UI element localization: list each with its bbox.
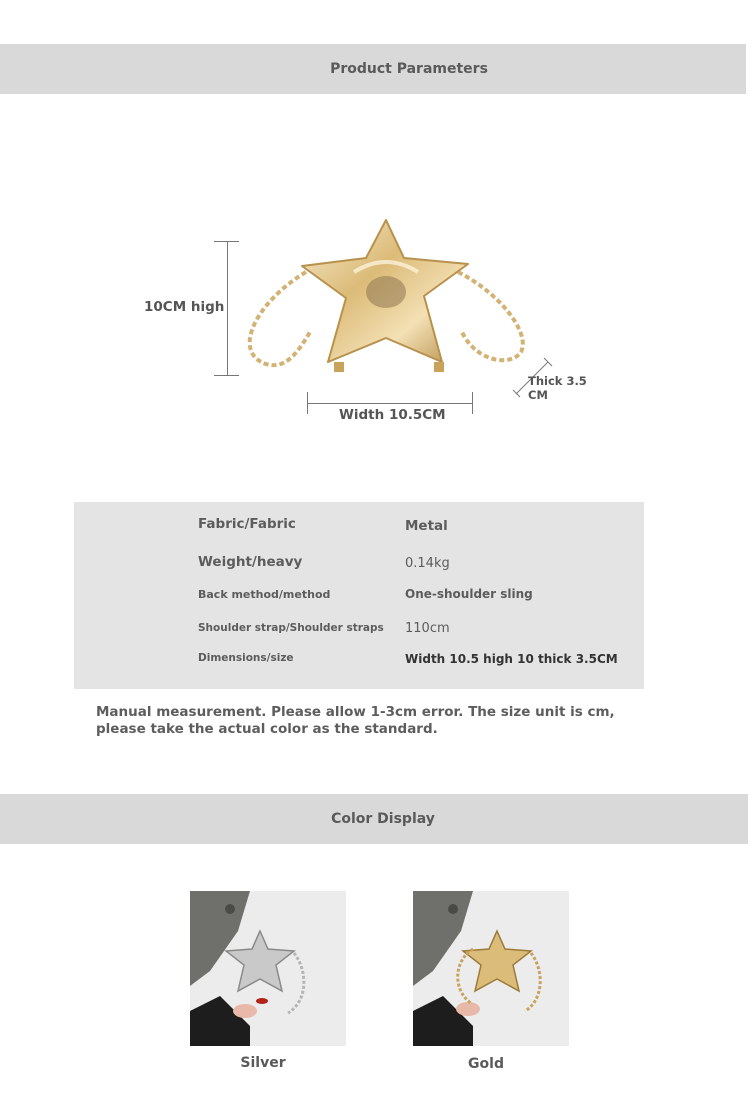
spec-value: One-shoulder sling [405, 587, 533, 601]
height-label: 10CM high [144, 299, 225, 315]
spec-key: Fabric/Fabric [198, 516, 296, 532]
width-label: Width 10.5CM [339, 407, 446, 423]
color-swatch-silver[interactable] [190, 891, 346, 1046]
spec-value: Width 10.5 high 10 thick 3.5CM [405, 652, 618, 666]
width-marker-right [472, 392, 473, 414]
thickness-label-line1: Thick 3.5 [528, 374, 587, 388]
section-title: Product Parameters [330, 61, 488, 77]
silver-bag-photo [190, 891, 346, 1046]
color-label-gold: Gold [468, 1056, 504, 1072]
thickness-label [528, 374, 587, 402]
spec-key: Weight/heavy [198, 554, 303, 570]
spec-value: 110cm [405, 621, 450, 636]
spec-table [74, 502, 644, 689]
gold-bag-photo [413, 891, 569, 1046]
section-header-product-parameters [0, 44, 746, 94]
height-marker-line [227, 241, 228, 375]
spec-value: Metal [405, 518, 448, 534]
thickness-label-line2: CM [528, 388, 548, 402]
measurement-note: Manual measurement. Please allow 1-3cm error. The size unit is cm, please take the actual color as the standard. [96, 704, 615, 737]
spec-key: Dimensions/size [198, 652, 294, 664]
section-header-color-display [0, 794, 748, 844]
spec-key: Back method/method [198, 588, 331, 601]
color-swatch-gold[interactable] [413, 891, 569, 1046]
width-marker-line [307, 403, 473, 404]
product-diagram [0, 94, 750, 494]
star-bag-image [236, 212, 530, 384]
color-label-silver: Silver [240, 1055, 286, 1071]
section-title: Color Display [331, 811, 435, 827]
spec-key: Shoulder strap/Shoulder straps [198, 622, 384, 634]
spec-value: 0.14kg [405, 556, 450, 571]
